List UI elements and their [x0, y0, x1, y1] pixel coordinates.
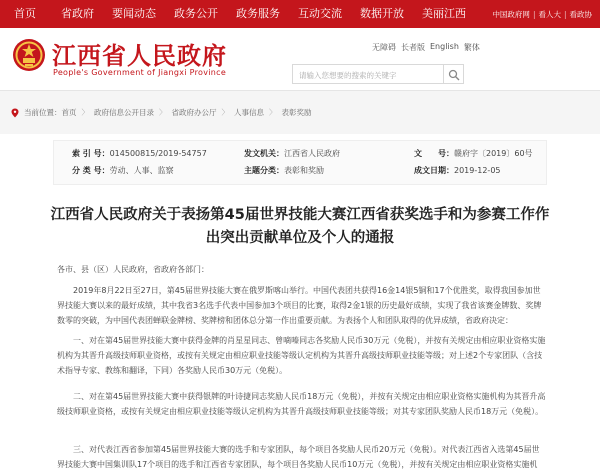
breadcrumb-separator: 〉: [159, 108, 167, 117]
article-title: 江西省人民政府关于表扬第45届世界技能大赛江西省获奖选手和为参赛工作作出突出贡献单位及个人的通报: [50, 207, 550, 246]
location-icon: [10, 108, 20, 118]
metadata-row: [54, 162, 548, 180]
nav-government-affairs-disclosure[interactable]: 政务公开: [174, 7, 218, 20]
nav-open-data[interactable]: 数据开放: [360, 7, 404, 20]
link-npc[interactable]: 看人大: [538, 9, 561, 19]
category-number: [72, 165, 174, 176]
index-number: [72, 148, 207, 159]
link-china-gov[interactable]: 中国政府网: [492, 9, 530, 19]
divider: |: [563, 9, 567, 19]
document-metadata: [53, 140, 547, 185]
nav-interaction[interactable]: 互动交流: [298, 7, 342, 20]
issuing-authority: [244, 148, 340, 159]
breadcrumb-general-office[interactable]: 省政府办公厅: [171, 108, 217, 117]
breadcrumb: [0, 90, 600, 134]
metadata-row: [54, 145, 548, 163]
nav-external-links: [492, 9, 600, 20]
link-traditional-chinese[interactable]: 繁体: [463, 43, 480, 52]
nav-government-services[interactable]: 政务服务: [236, 7, 280, 20]
link-english[interactable]: English: [430, 42, 459, 51]
breadcrumb-home[interactable]: 首页: [61, 108, 77, 117]
breadcrumb-separator: 〉: [269, 108, 277, 117]
breadcrumb-info-catalog[interactable]: 政府信息公开目录: [94, 108, 154, 117]
topic-value: 表彰和奖励: [284, 166, 324, 175]
nav-news[interactable]: 要闻动态: [112, 7, 156, 20]
site-title[interactable]: 江西省人民政府: [52, 41, 227, 70]
article-paragraph: 三、对代表江西省参加第45届世界技能大赛的选手和专家团队，每个项目各奖励人民币20万元（免税）。对代表江西省入选第45届世界技能大赛中国集训队17个项目的选手和江西省专家团队，每个项目各奖励人民币10万元（免税），并按有关规定由相应职业资格实施机: [57, 445, 540, 469]
site-header: [0, 28, 600, 90]
link-accessibility[interactable]: 无障碍: [372, 43, 396, 52]
search-icon: [448, 69, 460, 81]
breadcrumb-separator: 〉: [221, 108, 229, 117]
site-subtitle: People's Government of Jiangxi Province: [53, 68, 227, 77]
link-cppcc[interactable]: 看政协: [569, 9, 592, 19]
docno-value: 赣府字〔2019〕60号: [454, 149, 533, 158]
org-label: 发文机关：: [244, 149, 284, 158]
national-emblem-icon: [12, 36, 46, 74]
utility-links: [372, 42, 485, 53]
nav-provincial-government[interactable]: 省政府: [61, 7, 94, 20]
index-value: 014500815/2019-54757: [109, 149, 207, 158]
docno-label: 文 号：: [414, 149, 454, 158]
index-label: 索 引 号：: [72, 149, 110, 158]
date-label: 成文日期：: [414, 166, 454, 175]
nav-beautiful-jiangxi[interactable]: 美丽江西: [422, 7, 466, 20]
date-value: 2019-12-05: [454, 166, 501, 175]
written-date: [414, 165, 501, 176]
divider: |: [532, 9, 536, 19]
breadcrumb-colon: ：: [54, 108, 62, 117]
topic-label: 主题分类：: [244, 166, 284, 175]
link-senior-mode[interactable]: 长者版: [401, 43, 425, 52]
breadcrumb-separator: 〉: [81, 108, 89, 117]
search-button[interactable]: [444, 64, 464, 84]
breadcrumb-commendation[interactable]: 表彰奖励: [281, 108, 312, 117]
nav-home[interactable]: 首页: [14, 7, 36, 20]
top-nav: [0, 0, 600, 28]
category-label: 分 类 号：: [72, 166, 110, 175]
breadcrumb-personnel[interactable]: 人事信息: [234, 108, 264, 117]
topic-category: [244, 165, 324, 176]
search-input[interactable]: 请输入您想要的搜索的关键字: [292, 64, 444, 84]
category-value: 劳动、人事、监察: [109, 166, 174, 175]
article-paragraph: 2019年8月22日至27日，第45届世界技能大赛在俄罗斯喀山举行。中国代表团共获得16金14银5铜和17个优胜奖，取得我国参加世界技能大赛以来的最好成绩，其中我省3名选手代表中国参加3个项目的比赛，取得2金1银的历史最好成绩，实现了我省该赛金牌数、奖牌数零的突破，为中国代表团蝉联金牌榜、奖牌榜和团体总分第一作出重要贡献。为表扬个人和团队取得的优异成绩，省政府决定：: [57, 286, 542, 325]
document-number: [414, 148, 533, 159]
org-value: 江西省人民政府: [284, 149, 340, 158]
article-paragraph: 一、对在第45届世界技能大赛中获得金牌的肖星星同志、曾嘀嗪同志各奖励人民币30万元（免税），并按有关规定由相应职业资格实施机构为其晋升高级技师职业资格，或按有关规定由相应职业技能等级认定机构为其晋升高级技师职业技能等级；对上述2个专家团队（含技术指导专家、教练和翻译，下同）各奖励人民币30万元（免税）。: [57, 336, 546, 375]
article-greeting: 各市、县（区）人民政府，省政府各部门：: [57, 265, 209, 274]
article-paragraph: 二、对在第45届世界技能大赛中获得银牌的叶诗捷同志奖励人民币18万元（免税），并按有关规定由相应职业资格实施机构为其晋升高级技师职业资格，或按有关规定由相应职业技能等级认定机构为其晋升高级技师职业技能等级；对其专家团队奖励人民币18万元（免税）。: [57, 392, 546, 416]
breadcrumb-label: 当前位置: [24, 108, 54, 117]
